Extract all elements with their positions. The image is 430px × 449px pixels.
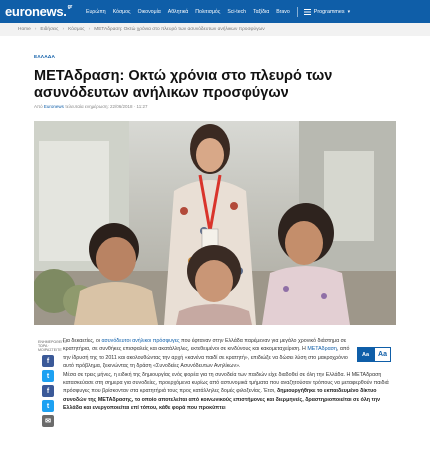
hero-photo-illustration xyxy=(34,121,396,325)
article-byline xyxy=(34,104,147,109)
breadcrumb-world[interactable]: Κόσμος xyxy=(68,27,85,32)
nav-item-europe[interactable]: Ευρώπη xyxy=(86,8,106,15)
breadcrumb xyxy=(0,23,430,36)
nav-item-travel[interactable]: Ταξίδια xyxy=(253,8,270,15)
programmes-label: Programmes xyxy=(313,8,345,15)
nav-item-economy[interactable]: Οικονομία xyxy=(137,8,161,15)
breadcrumb-separator: › xyxy=(88,27,91,32)
main-nav xyxy=(86,0,350,23)
breadcrumb-news[interactable]: Ειδήσεις xyxy=(40,27,59,32)
facebook-icon: f xyxy=(46,387,50,395)
twitter-icon: t xyxy=(46,372,50,380)
chevron-down-icon: ▾ xyxy=(347,8,351,15)
byline-author[interactable]: Euronews xyxy=(43,104,64,109)
byline-prefix: Από xyxy=(34,104,43,109)
article-paragraph-2: Μέσα σε τρεις μήνες, η ειδική της δημιουργίας ενός φορέα για τη συνοδεία των παιδιών είχε διαδοθεί σε όλη την Ελλάδα. Η ΜΕΤΑδραση κατασκεύασε στη σημερα για συνοδείες, προερχόμενα κυρίως από αστυνομικά τμήματα που αναζητούσαν τρόπους να μεταφερθούν παιδιά πρόσφυγες που βρίσκονταν στα κρατητήριά τους προς κατάλληλες δομές φιλοξενίας. Έτσι, δημιουργήθηκε το εκπαιδευμένο δίκτυο συνοδών της ΜΕΤΑδρασης, το οποίο αποτελείται από κοινωνικούς επιστήμονες και διερμηνείς, δραστηριοποιείται σε όλη την Ελλάδα και ενεργοποιείται επί τόπου, κάθε φορά που προκύπτει xyxy=(63,371,389,412)
twitter-share-button[interactable] xyxy=(42,370,54,382)
font-size-small-button[interactable]: Aa xyxy=(357,347,374,362)
euronews-logo[interactable]: euronews.$^{gr}$ xyxy=(5,4,73,19)
article-category[interactable]: ΕΛΛΑΔΑ xyxy=(34,55,56,60)
article-paragraph-1: Για δεκαετίες, οι ασυνόδευτοι ανήλικοι πρόσφυγες που έφταναν στην Ελλάδα παρέμεναν για μεγάλο χρονικό διάστημα σε κρατητήρια, σε συνθήκες επισφαλείς και ακατάλληλες, εκτεθειμένοι σε κινδύνους και κακομεταχείριση. Η ΜΕΤΑδραση, από την ίδρυσή της το 2011 και ακολουθώντας την αρχή «κανένα παιδί σε κρατητή», επιδιώξε να δώσει λύση στο μακροχρόνιο αυτό πρόβλημα, ξεκινώντας τη δράση «Συνοδείες Ασυνόδευτων Ανηλίκων». xyxy=(63,338,350,370)
byline-date: τελευταία ενημέρωση: 22/06/2018 · 11:27 xyxy=(65,104,148,109)
breadcrumb-separator: › xyxy=(34,27,37,32)
share-panel xyxy=(38,340,67,430)
breadcrumb-current: ΜΕΤΑδραση: Οκτώ χρόνια στο πλευρό των ασυνόδευτων ανήλικων προσφύγων xyxy=(94,27,265,32)
link-unaccompanied-minors[interactable]: ασυνόδευτοι ανήλικοι πρόσφυγες xyxy=(101,338,180,344)
programmes-menu-button[interactable] xyxy=(304,9,350,15)
facebook-icon: f xyxy=(46,357,50,365)
breadcrumb-separator: › xyxy=(62,27,65,32)
hero-photo xyxy=(34,121,396,325)
menu-icon xyxy=(304,9,311,15)
share-label: ΕΝΗΜΕΡΩΘΕΙΤΕ ΤΩΡΑ · ΜΟΙΡΑΣΤΕΙΤΕ xyxy=(38,340,67,352)
mail-icon: ✉ xyxy=(45,418,51,425)
font-size-toggle xyxy=(357,347,391,362)
facebook-share-button[interactable] xyxy=(42,355,54,367)
email-share-button[interactable] xyxy=(42,415,54,427)
facebook-share-button-2[interactable] xyxy=(42,385,54,397)
nav-item-scitech[interactable]: Sci-tech xyxy=(227,8,247,15)
nav-item-culture[interactable]: Πολιτισμός xyxy=(195,8,221,15)
article-bold-text: δημιουργήθηκε το εκπαιδευμένο δίκτυο συνοδών της ΜΕΤΑδρασης, το οποίο αποτελείται από κοινωνικούς επιστήμονες και διερμηνείς, δραστηριοποιείται σε όλη την Ελλάδα και ενεργοποιείται επί τόπου, κάθε φορά που προκύπτει xyxy=(63,388,381,412)
top-nav-bar xyxy=(0,0,430,23)
font-size-large-button[interactable]: Aa xyxy=(374,347,391,362)
nav-item-world[interactable]: Κόσμος xyxy=(112,8,131,15)
nav-item-sports[interactable]: Αθλητικά xyxy=(167,8,189,15)
nav-divider xyxy=(297,7,298,17)
twitter-icon: t xyxy=(46,402,50,410)
breadcrumb-home[interactable]: Home xyxy=(18,27,31,32)
article-title: ΜΕΤΑδραση: Οκτώ χρόνια στο πλευρό των ασυνόδευτων ανήλικων προσφύγων xyxy=(34,68,333,101)
link-metadrasi[interactable]: ΜΕΤΑδραση xyxy=(307,346,337,353)
twitter-share-button-2[interactable] xyxy=(42,400,54,412)
nav-item-bravo[interactable]: Bravo xyxy=(276,8,290,15)
